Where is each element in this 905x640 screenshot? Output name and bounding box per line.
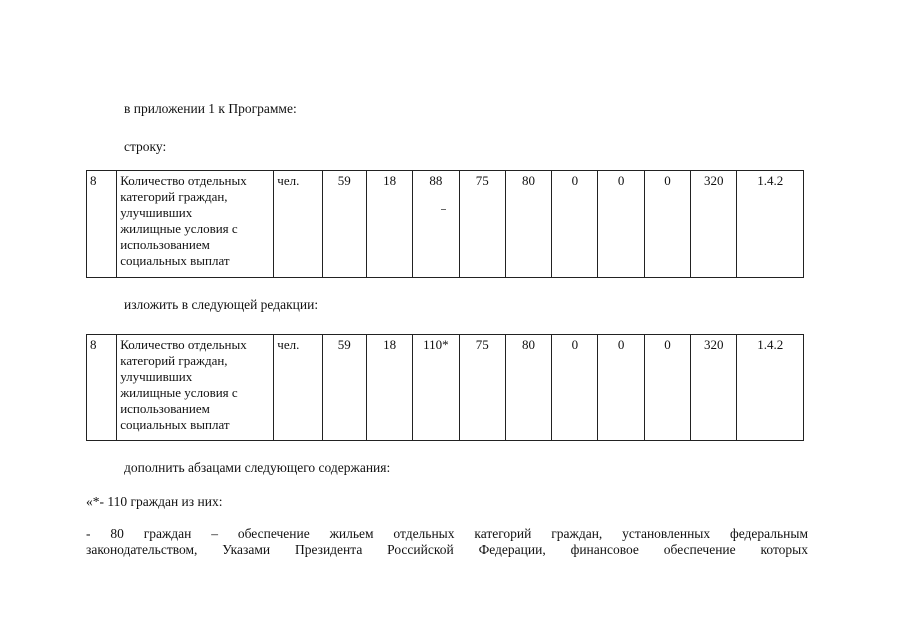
- total-cell: 320: [691, 335, 737, 441]
- row-number: 8: [87, 335, 117, 441]
- code-cell: 1.4.2: [737, 335, 804, 441]
- value-cell: 110*: [413, 335, 459, 441]
- value-cell: 80: [505, 171, 551, 278]
- row-label: строку:: [124, 139, 167, 154]
- add-label: дополнить абзацами следующего содержания:: [124, 460, 391, 475]
- scan-mark: [441, 209, 446, 210]
- value-cell: 59: [322, 171, 366, 278]
- table-row: [87, 335, 804, 441]
- unit-cell: чел.: [274, 171, 322, 278]
- indicator-name: Количество отдельных категорий граждан, улучшивших жилищные условия с использованием социальных выплат: [117, 171, 274, 278]
- value-cell: 88: [413, 171, 459, 278]
- value-cell: 18: [366, 171, 412, 278]
- paragraph-line-1: - 80 граждан – обеспечение жильем отдельных категорий граждан, установленных федеральным: [86, 526, 808, 541]
- table-new-row: [86, 334, 804, 441]
- unit-cell: чел.: [274, 335, 322, 441]
- edit-label: изложить в следующей редакции:: [124, 297, 319, 312]
- table-old-row: [86, 170, 804, 278]
- value-cell: 0: [598, 335, 644, 441]
- indicator-name: Количество отдельных категорий граждан, улучшивших жилищные условия с использованием социальных выплат: [117, 335, 274, 441]
- value-cell: 0: [552, 171, 598, 278]
- table-row: [87, 171, 804, 278]
- value-cell: 0: [644, 335, 690, 441]
- value-cell: 80: [505, 335, 551, 441]
- row-number: 8: [87, 171, 117, 278]
- value-cell: 0: [552, 335, 598, 441]
- value-cell: 59: [322, 335, 366, 441]
- total-cell: 320: [691, 171, 737, 278]
- value-cell: 18: [366, 335, 412, 441]
- paragraph-line-2: законодательством, Указами Президента Российской Федерации, финансовое обеспечение которых: [86, 542, 808, 557]
- value-cell: 75: [459, 171, 505, 278]
- value-cell: 0: [598, 171, 644, 278]
- value-cell: 0: [644, 171, 690, 278]
- intro-line: в приложении 1 к Программе:: [124, 101, 297, 116]
- note-line: «*- 110 граждан из них:: [86, 494, 223, 509]
- value-cell: 75: [459, 335, 505, 441]
- code-cell: 1.4.2: [737, 171, 804, 278]
